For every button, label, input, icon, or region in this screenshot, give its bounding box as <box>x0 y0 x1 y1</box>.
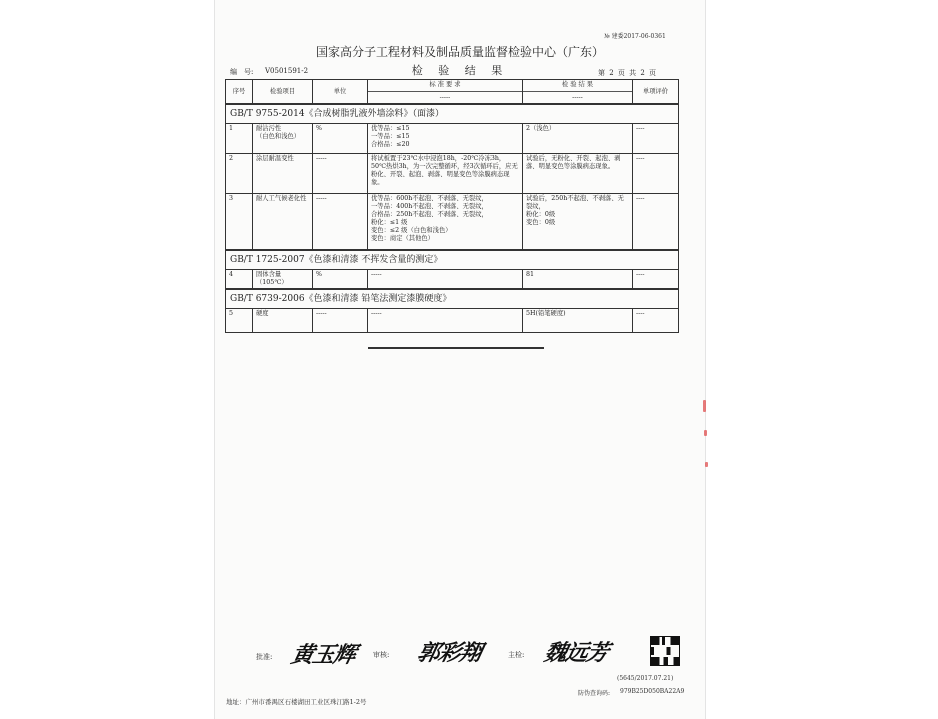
anti-fake-label: 防伪查询码: <box>578 690 611 697</box>
page-title: 国家高分子工程材料及制品质量监督检验中心（广东） <box>315 45 604 59</box>
header-verdict: 单项评价 <box>633 80 679 105</box>
section-row <box>226 250 679 270</box>
header-standard-sub: ----- <box>439 94 451 101</box>
table-header-row <box>226 80 679 105</box>
stamp-mark <box>705 462 708 467</box>
inspect-label: 主检: <box>508 651 525 659</box>
code-date: (5645/2017.07.21) <box>617 675 674 682</box>
cell-no: 3 <box>226 194 253 250</box>
header-standard <box>368 80 523 105</box>
table-row <box>226 194 679 250</box>
report-number: V0501591-2 <box>265 67 309 75</box>
review-label: 审核: <box>373 651 390 659</box>
header-result-sub: ----- <box>572 94 583 101</box>
cell-no: 4 <box>226 269 253 289</box>
results-table <box>225 79 679 333</box>
end-of-table-rule <box>368 347 544 349</box>
cell-standard: 优等品：600h不起泡、不剥落、无裂纹， 一等品：400h不起泡、不剥落、无裂纹， 合格品：250h不起泡、不剥落、无裂纹， 粉化：≤1 级 变色：≤2 级（白色和浅色） 变色：商定（其他色） <box>368 194 523 250</box>
page-subtitle: 检 验 结 果 <box>411 64 509 77</box>
section-title: GB/T 9755-2014《合成树脂乳液外墙涂料》（面漆） <box>226 104 679 124</box>
table-row <box>226 124 679 154</box>
section-row <box>226 289 679 309</box>
table-row <box>226 154 679 194</box>
report-number-label: 编 号: <box>230 68 254 76</box>
stamp-mark <box>703 400 706 412</box>
header-standard-label: 标 准 要 求 <box>368 81 522 92</box>
header-result-label: 检 验 结 果 <box>523 81 632 92</box>
cell-no: 1 <box>226 124 253 154</box>
cell-no: 5 <box>226 309 253 333</box>
address: 地址：广州市番禺区石楼湖田工业区珠江路1-2号 <box>226 698 367 706</box>
cell-standard: 将试板置于23℃水中浸泡18h，-20℃冷冻3h，50℃热烘3h，为一次完整循环，经3次循环后，应无粉化、开裂、起泡、剥落、明显变色等涂膜病态现象。 <box>368 154 523 194</box>
cell-result: 试验后，无粉化、开裂、起泡、剥落、明显变色等涂膜病态现象。 <box>523 154 633 194</box>
cell-unit: ----- <box>313 194 368 250</box>
section-title: GB/T 6739-2006《色漆和清漆 铅笔法测定漆膜硬度》 <box>226 289 679 309</box>
cell-no: 2 <box>226 154 253 194</box>
cell-standard: ----- <box>368 269 523 289</box>
section-row <box>226 104 679 124</box>
cell-verdict: ---- <box>633 124 679 154</box>
table-row <box>226 309 679 333</box>
qr-code-icon <box>650 636 680 666</box>
section-title: GB/T 1725-2007《色漆和清漆 不挥发含量的测定》 <box>226 250 679 270</box>
stamp-mark <box>704 430 707 436</box>
cell-standard: ----- <box>368 309 523 333</box>
page-info: 第 2 页 共 2 页 <box>598 69 658 77</box>
cell-item: 固体含量 （105℃） <box>253 269 313 289</box>
header-item: 检验项目 <box>253 80 313 105</box>
cell-verdict: ---- <box>633 269 679 289</box>
table-row <box>226 269 679 289</box>
cell-item: 硬度 <box>253 309 313 333</box>
cell-item: 涂层耐温变性 <box>253 154 313 194</box>
cell-result: 试验后，250h不起泡、不剥落、无裂纹， 粉化：0级 变色：0级 <box>523 194 633 250</box>
cell-result: 2（浅色） <box>523 124 633 154</box>
inspect-signature: 魏远芳 <box>541 640 611 666</box>
review-signature: 郭彩翔 <box>414 640 484 666</box>
approve-signature: 黄玉辉 <box>288 642 358 668</box>
cell-unit: % <box>313 269 368 289</box>
anti-fake-code: 979B25D050BA22A9 <box>620 688 685 695</box>
approve-label: 批准: <box>256 653 273 661</box>
header-no: 序号 <box>226 80 253 105</box>
cell-item: 耐人工气候老化性 <box>253 194 313 250</box>
cell-verdict: ---- <box>633 309 679 333</box>
cell-unit: ----- <box>313 154 368 194</box>
cell-unit: ----- <box>313 309 368 333</box>
header-unit: 单位 <box>313 80 368 105</box>
cell-item: 耐沾污性 （白色和浅色） <box>253 124 313 154</box>
cell-result: 5H(铅笔硬度) <box>523 309 633 333</box>
cell-unit: % <box>313 124 368 154</box>
document-number: № 建委2017-06-0361 <box>604 33 666 40</box>
header-result <box>523 80 633 105</box>
cell-standard: 优等品：≤15 一等品：≤15 合格品：≤20 <box>368 124 523 154</box>
cell-result: 81 <box>523 269 633 289</box>
cell-verdict: ---- <box>633 194 679 250</box>
cell-verdict: ---- <box>633 154 679 194</box>
